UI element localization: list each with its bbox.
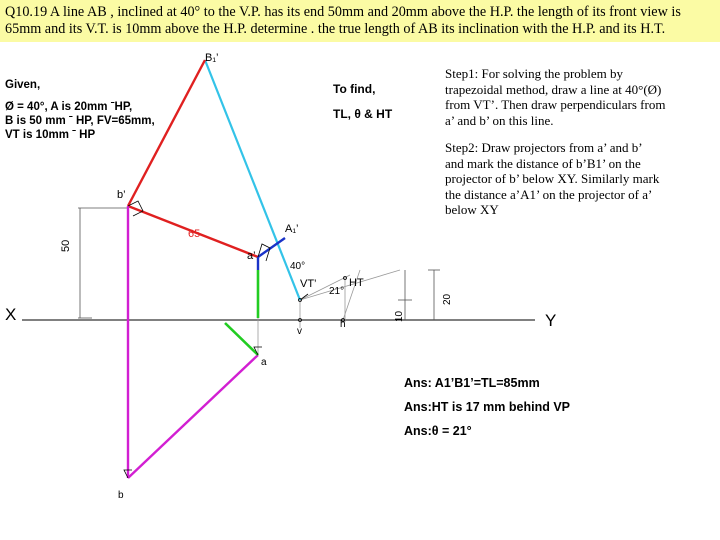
a1-green-segment: [225, 323, 258, 355]
label-angle-40: 40°: [290, 261, 306, 272]
given-line-2: B is 50 mm ˉ HP, FV=65mm,: [5, 115, 155, 127]
label-a-prime: a’: [247, 250, 256, 262]
label-dim-10: 10: [394, 310, 405, 322]
step-2-line-3: projector of b’ below XY. Similarly mark: [445, 171, 660, 186]
label-a: a: [261, 357, 267, 368]
step-2-line-1: Step2: Draw projectors from a’ and b’: [445, 140, 643, 155]
label-x: X: [5, 305, 17, 324]
label-dim-50: 50: [60, 239, 72, 252]
step-2-line-5: below XY: [445, 202, 499, 217]
step-2-line-2: and mark the distance of b’B1’ on the: [445, 155, 641, 171]
label-y: Y: [545, 311, 557, 330]
to-find-items: TL, θ & HT: [333, 107, 393, 121]
step-2-line-4: the distance a’A1’ on the projector of a’: [445, 186, 653, 202]
trapezoid-base-line: [205, 60, 300, 300]
label-angle-21: 21°: [329, 286, 345, 297]
label-vt: VT’: [300, 278, 317, 290]
label-a1-prime: A₁’: [285, 223, 299, 235]
given-block: [5, 78, 155, 142]
step-1: [445, 66, 665, 128]
label-b1-prime: B₁’: [205, 52, 219, 64]
to-find-title: To find,: [333, 82, 376, 96]
step-1-line-4: a’ and b’ on this line.: [445, 112, 554, 128]
given-title: Given,: [5, 79, 41, 91]
label-v: v: [297, 326, 302, 337]
label-ht: HT: [349, 277, 364, 289]
given-line-3: VT is 10mm ˉ HP: [5, 129, 96, 141]
step-2: [445, 140, 659, 218]
given-line-1: Ø = 40°, A is 20mm ˉHP,: [5, 101, 133, 113]
label-b-prime: b’: [117, 189, 126, 201]
answer-ht: Ans:HT is 17 mm behind VP: [404, 400, 571, 414]
label-b: b: [118, 490, 124, 501]
top-view-line: [128, 355, 258, 478]
question-line-2: 65mm and its V.T. is 10mm above the H.P. determine . the true length of AB its inclination with the H.P. and its H.T.: [5, 21, 666, 37]
label-dim-65: 65: [188, 228, 201, 240]
step-1-line-3: from VT’. Then draw perpendiculars from: [445, 97, 666, 112]
question-line-1: Q10.19 A line AB , inclined at 40° to the V.P. has its end 50mm and 20mm above the H.P. the length of its front view is: [5, 4, 681, 20]
label-dim-20: 20: [442, 293, 453, 305]
answer-true-length: Ans: A1’B1’=TL=85mm: [404, 376, 540, 390]
answer-theta: Ans:θ = 21°: [404, 424, 472, 438]
step-1-line-2: trapezoidal method, draw a line at 40°(Ø): [445, 81, 662, 97]
label-h: h: [340, 319, 346, 330]
step-1-line-1: Step1: For solving the problem by: [445, 66, 624, 81]
